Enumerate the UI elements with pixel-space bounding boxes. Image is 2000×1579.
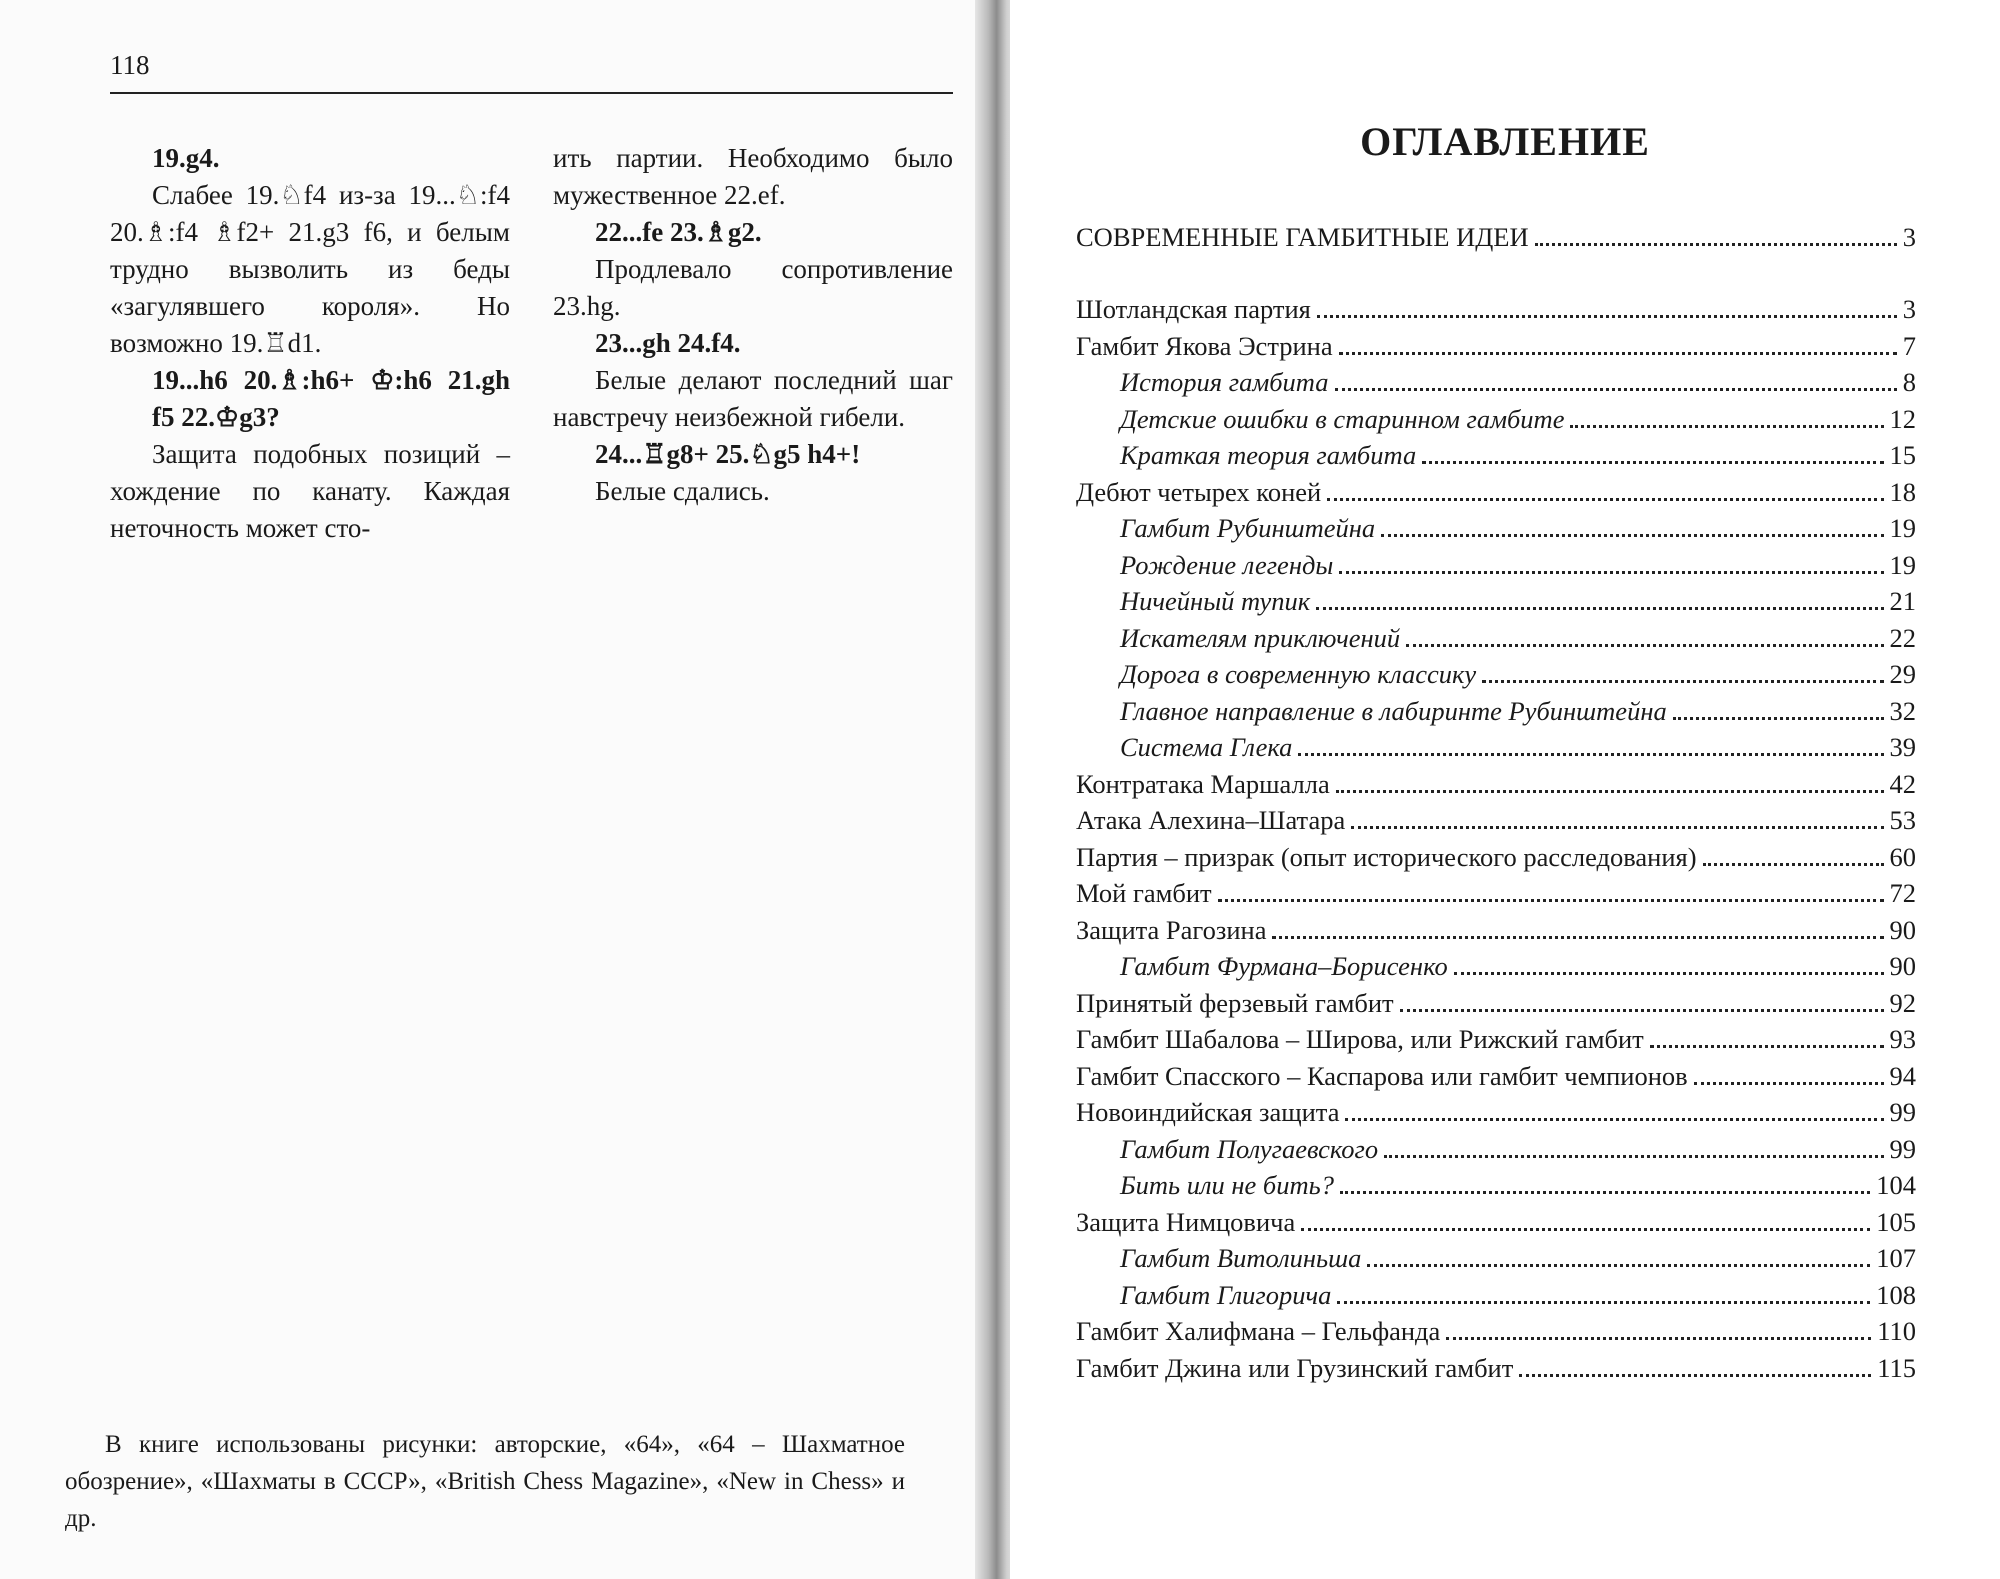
toc-entry-page: 19 <box>1889 549 1916 580</box>
toc-entry-page: 105 <box>1876 1206 1916 1237</box>
toc-entry <box>1076 696 1916 733</box>
toc-entry-page: 60 <box>1889 841 1916 872</box>
toc-entry <box>1076 1097 1916 1134</box>
right-page <box>1010 0 2000 1579</box>
commentary-paragraph: Слабее 19.♘f4 из-за 19...♘:f4 20.♗:f4 ♗f2+ 21.g3 f6, и белым трудно вызволить из беды «загулявшего короля». Но возможно 19.♖d1. <box>110 180 510 358</box>
toc-entry-title: Мой гамбит <box>1076 878 1212 908</box>
toc-entry-title: Принятый ферзевый гамбит <box>1076 987 1394 1018</box>
toc-entry <box>1076 477 1916 514</box>
commentary-paragraph: Белые делают последний шаг навстречу неизбежной гибели. <box>553 365 953 432</box>
toc-entry-page: 8 <box>1902 367 1916 397</box>
toc-entry <box>1076 1170 1916 1207</box>
toc-dot-leader <box>1339 565 1883 574</box>
toc-entry-title: Гамбит Джина или Грузинский гамбит <box>1076 1352 1514 1383</box>
toc-dot-leader <box>1336 784 1884 793</box>
toc-entry <box>1076 1280 1916 1317</box>
toc-dot-leader <box>1650 1039 1884 1048</box>
toc-entry <box>1076 988 1916 1025</box>
toc-dot-leader <box>1673 711 1884 720</box>
toc-dot-leader <box>1327 492 1883 501</box>
toc-entry-title: Рождение легенды <box>1120 549 1334 580</box>
toc-dot-leader <box>1694 1076 1884 1085</box>
toc-entry-title: Гамбит Спасского – Каспарова или гамбит чемпионов <box>1076 1060 1688 1091</box>
toc-dot-leader <box>1317 309 1897 318</box>
commentary-paragraph: Белые сдались. <box>595 476 770 506</box>
toc-dot-leader <box>1367 1258 1870 1267</box>
toc-entry <box>1076 1316 1916 1353</box>
toc-entry-title: Ничейный тупик <box>1120 586 1311 616</box>
toc-dot-leader <box>1519 1368 1871 1377</box>
toc-entry-title: Партия – призрак (опыт исторического расследования) <box>1076 841 1697 872</box>
commentary-paragraph: Продлевало сопротивление 23.hg. <box>553 254 953 321</box>
toc-dot-leader <box>1384 1149 1883 1158</box>
toc-entry-title: СОВРЕМЕННЫЕ ГАМБИТНЫЕ ИДЕИ <box>1076 222 1529 252</box>
toc-dot-leader <box>1400 1003 1884 1012</box>
toc-dot-leader <box>1345 1112 1883 1121</box>
toc-dot-leader <box>1446 1331 1871 1340</box>
toc-entry <box>1076 659 1916 696</box>
toc-entry-title: Главное направление в лабиринте Рубинштейна <box>1120 695 1667 726</box>
toc-entry-page: 15 <box>1889 440 1916 470</box>
toc-entry <box>1076 550 1916 587</box>
toc-entry-title: Краткая теория гамбита <box>1120 440 1417 470</box>
commentary-continuation: ить партии. Необходимо было мужественное 22.ef. <box>553 143 953 210</box>
toc-entry-page: 7 <box>1902 330 1916 361</box>
page-number: 118 <box>110 50 150 80</box>
toc-entry-title: Шотландская партия <box>1076 294 1311 324</box>
toc-entry-page: 3 <box>1902 294 1916 324</box>
toc-entry-page: 107 <box>1876 1243 1916 1273</box>
toc-dot-leader <box>1351 820 1883 829</box>
move-line: 19.g4. <box>152 143 220 173</box>
toc-dot-leader <box>1381 528 1883 537</box>
toc-dot-leader <box>1570 419 1883 428</box>
toc-entry <box>1076 732 1916 769</box>
toc-dot-leader <box>1301 1222 1870 1231</box>
toc-entry-page: 72 <box>1889 878 1916 908</box>
toc-entry-page: 99 <box>1889 1133 1916 1164</box>
toc-dot-leader <box>1337 1295 1870 1304</box>
left-page <box>0 0 985 1579</box>
toc-entry-page: 93 <box>1889 1024 1916 1054</box>
text-column-left <box>110 140 510 547</box>
toc-entry <box>1076 805 1916 842</box>
toc-entry-title: История гамбита <box>1120 367 1329 397</box>
toc-dot-leader <box>1218 893 1884 902</box>
toc-entry-title: Гамбит Глигорича <box>1120 1279 1332 1310</box>
toc-dot-leader <box>1454 966 1884 975</box>
toc-dot-leader <box>1422 455 1883 464</box>
toc-entry <box>1076 878 1916 915</box>
toc-entry-page: 21 <box>1889 586 1916 616</box>
toc-entry <box>1076 623 1916 660</box>
toc-entry-title: Детские ошибки в старинном гамбите <box>1120 403 1565 434</box>
toc-dot-leader <box>1703 857 1884 866</box>
toc-entry <box>1076 1134 1916 1171</box>
toc-entry-title: Защита Рагозина <box>1076 914 1267 945</box>
toc-entry-page: 22 <box>1889 622 1916 653</box>
toc-entry-title: Гамбит Витолиньша <box>1120 1243 1362 1273</box>
toc-entry-title: Система Глека <box>1120 732 1293 762</box>
toc-entry-page: 32 <box>1889 695 1916 726</box>
toc-entry-page: 92 <box>1889 987 1916 1018</box>
toc-entry <box>1076 1353 1916 1390</box>
toc-entry-title: Бить или не бить? <box>1120 1170 1334 1200</box>
move-line: 23...gh 24.f4. <box>595 328 741 358</box>
toc-entry-title: Дебют четырех коней <box>1076 476 1322 507</box>
toc-entry <box>1076 1061 1916 1098</box>
toc-dot-leader <box>1535 237 1897 246</box>
toc-entry-page: 94 <box>1889 1060 1916 1091</box>
toc-entry <box>1076 513 1916 550</box>
toc-entry-title: Контратака Маршалла <box>1076 768 1330 799</box>
toc-dot-leader <box>1272 930 1883 939</box>
toc-entry-page: 90 <box>1889 951 1916 981</box>
toc-title: ОГЛАВЛЕНИЕ <box>1360 119 1650 164</box>
toc-entry <box>1076 769 1916 806</box>
toc-entry-page: 115 <box>1877 1352 1916 1383</box>
toc-entry <box>1076 1243 1916 1280</box>
toc-dot-leader <box>1482 674 1883 683</box>
toc-entry-title: Гамбит Халифмана – Гельфанда <box>1076 1316 1441 1346</box>
toc-entry-page: 12 <box>1889 403 1916 434</box>
toc-entry-page: 3 <box>1902 222 1916 252</box>
toc-entry-title: Гамбит Рубинштейна <box>1120 513 1376 543</box>
toc-entry <box>1076 951 1916 988</box>
toc-entry-title: Защита Нимцовича <box>1076 1206 1296 1237</box>
table-of-contents <box>1076 222 1916 1389</box>
toc-entry-title: Гамбит Полугаевского <box>1120 1133 1379 1164</box>
toc-entry-title: Искателям приключений <box>1120 622 1401 653</box>
toc-entry-page: 42 <box>1889 768 1916 799</box>
toc-dot-leader <box>1298 747 1883 756</box>
toc-entry-page: 104 <box>1876 1170 1916 1200</box>
toc-entry-page: 99 <box>1889 1097 1916 1127</box>
toc-entry <box>1076 1207 1916 1244</box>
image-credits-note: В книге использованы рисунки: авторские, «64», «64 – Шахматное обозрение», «Шахматы в СССР», «British Chess Magazine», «New in Chess» и др. <box>65 1431 905 1532</box>
toc-entry-title: Дорога в современную классику <box>1120 659 1477 689</box>
toc-dot-leader <box>1340 1185 1870 1194</box>
toc-entry-page: 19 <box>1889 513 1916 543</box>
move-line: 22...fe 23.♗g2. <box>595 217 762 247</box>
toc-entry-page: 39 <box>1889 732 1916 762</box>
toc-entry-title: Гамбит Шабалова – Широва, или Рижский гамбит <box>1076 1024 1644 1054</box>
header-rule <box>110 92 953 94</box>
toc-entry <box>1076 331 1916 368</box>
toc-entry <box>1076 915 1916 952</box>
toc-entry-title: Атака Алехина–Шатара <box>1076 805 1346 835</box>
toc-entry <box>1076 294 1916 331</box>
toc-entry <box>1076 404 1916 441</box>
toc-entry-page: 29 <box>1889 659 1916 689</box>
move-line: 19...h6 20.♗:h6+ ♔:h6 21.gh f5 22.♔g3? <box>152 365 510 432</box>
commentary-paragraph: Защита подобных позиций – хождение по канату. Каждая неточность может сто- <box>110 439 510 543</box>
toc-entry-title: Новоиндийская защита <box>1076 1097 1340 1127</box>
toc-entry-page: 53 <box>1889 805 1916 835</box>
move-line: 24...♖g8+ 25.♘g5 h4+! <box>595 439 861 469</box>
toc-entry-title: Гамбит Фурмана–Борисенко <box>1120 951 1448 981</box>
toc-dot-leader <box>1335 382 1897 391</box>
toc-entry <box>1076 440 1916 477</box>
toc-entry <box>1076 842 1916 879</box>
toc-entry <box>1076 1024 1916 1061</box>
toc-entry-page: 90 <box>1889 914 1916 945</box>
toc-entry-page: 108 <box>1876 1279 1916 1310</box>
toc-entry-page: 18 <box>1889 476 1916 507</box>
toc-entry-title: Гамбит Якова Эстрина <box>1076 330 1333 361</box>
toc-dot-leader <box>1406 638 1883 647</box>
toc-entry <box>1076 586 1916 623</box>
toc-dot-leader <box>1316 601 1883 610</box>
toc-entry <box>1076 367 1916 404</box>
toc-dot-leader <box>1339 346 1897 355</box>
toc-entry-page: 110 <box>1877 1316 1916 1346</box>
toc-entry <box>1076 222 1916 284</box>
text-column-right <box>553 140 953 510</box>
